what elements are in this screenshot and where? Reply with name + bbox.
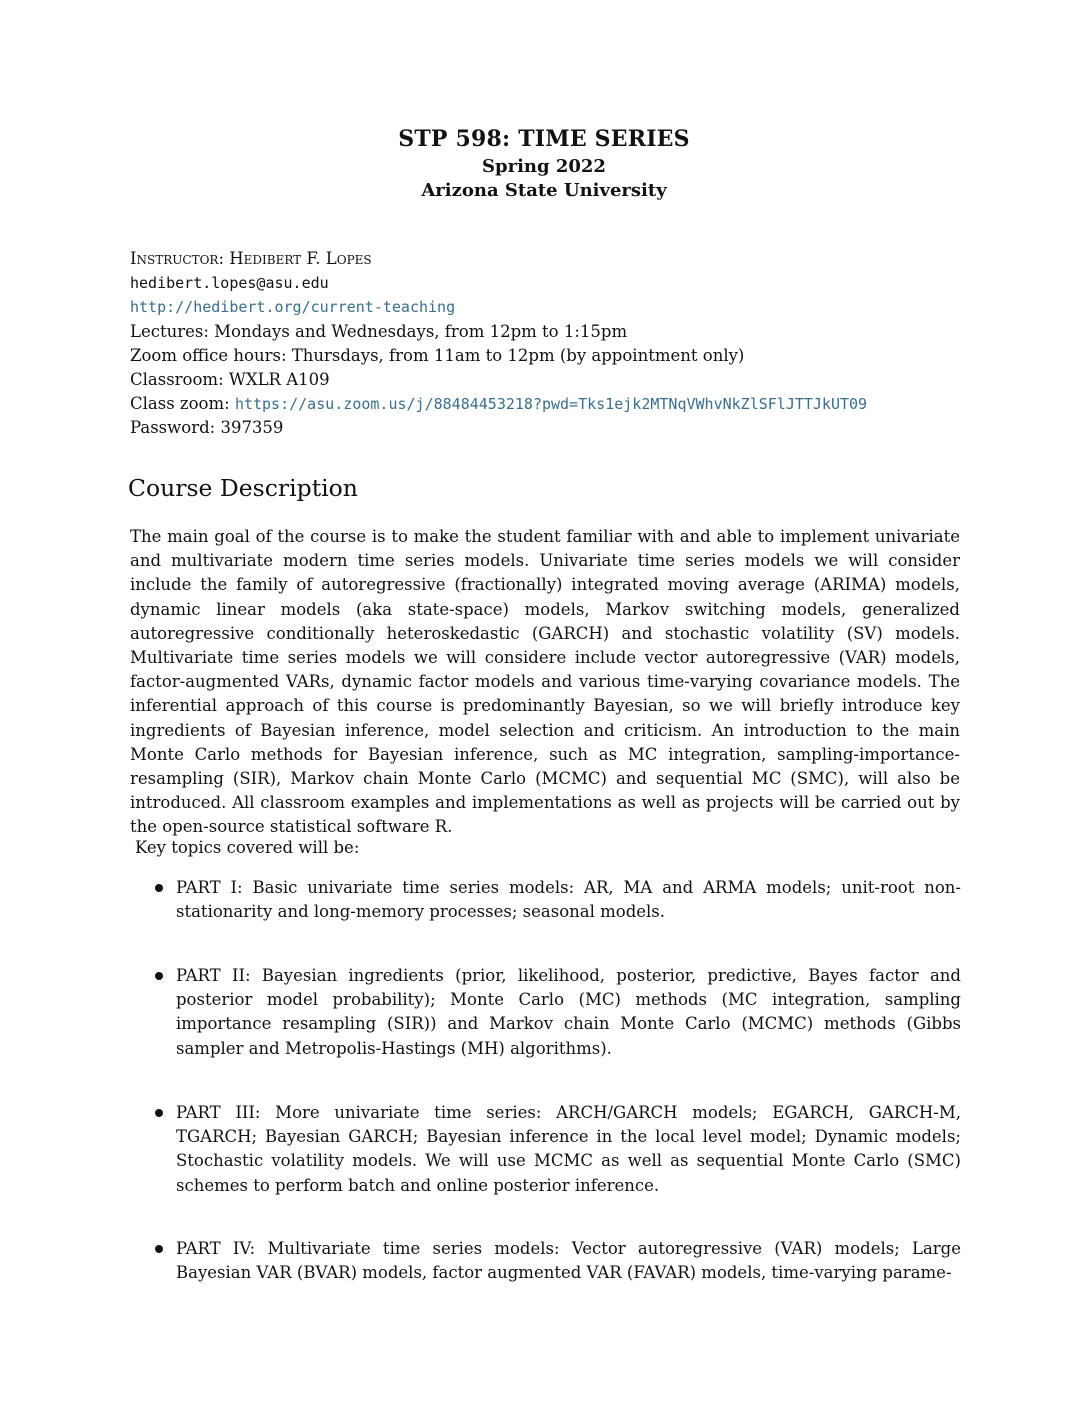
- topic-item: PART IV: Multivariate time series models: Vector autoregressive (VAR) models; Large Bayesian VAR (BVAR) models, factor augmented VAR (FAVAR) models, time-varying parame-: [176, 1239, 961, 1283]
- instructor-name: Hedibert F. Lopes: [229, 249, 372, 268]
- university: Arizona State University: [421, 180, 667, 201]
- key-topics-intro: Key topics covered will be:: [135, 838, 360, 857]
- instructor-label: Instructor:: [130, 249, 225, 268]
- bullet-icon: [155, 1109, 163, 1117]
- course-info-block: [130, 247, 970, 441]
- office-hours: Zoom office hours: Thursdays, from 11am to 12pm (by appointment only): [130, 345, 745, 365]
- zoom-line: [130, 392, 970, 416]
- course-website-link[interactable]: http://hedibert.org/current-teaching: [130, 298, 456, 317]
- bullet-icon: [155, 1245, 163, 1253]
- lectures-schedule: Lectures: Mondays and Wednesdays, from 12pm to 1:15pm: [130, 321, 628, 341]
- course-description: The main goal of the course is to make the student familiar with and able to implement univariate and multivariate modern time series models. Univariate time series models we will consider include the family of autoregressive (fractionally) integrated moving average (ARIMA) models, dynamic linear models (aka state-space) models, Markov switching models, generalized autoregressive conditionally heteroskedastic (GARCH) and stochastic volatility (SV) models. Multivariate time series models we will considere include vector autoregressive (VAR) models, factor-augmented VARs, dynamic factor models and various time-varying covariance models. The inferential approach of this course is predominantly Bayesian, so we will briefly introduce key ingredients of Bayesian inference, model selection and criticism. An introduction to the main Monte Carlo methods for Bayesian inference, such as MC integration, sampling-importance-resampling (SIR), Markov chain Monte Carlo (MCMC) and sequential MC (SMC), will also be introduced. All classroom examples and implementations as well as projects will be carried out by the open-source statistical software R.: [130, 527, 960, 837]
- classroom: Classroom: WXLR A109: [130, 370, 330, 390]
- instructor-email: hedibert.lopes@asu.edu: [130, 274, 329, 293]
- zoom-label: Class zoom:: [130, 394, 230, 414]
- topic-item: PART III: More univariate time series: ARCH/GARCH models; EGARCH, GARCH-M, TGARCH; Bayesian GARCH; Bayesian inference in the local level model; Dynamic models; Stochastic volatility models. We will use MCMC as well as sequential Monte Carlo (SMC) schemes to perform batch and online posterior inference.: [176, 1103, 961, 1195]
- instructor-line: [130, 247, 970, 271]
- topic-item: PART I: Basic univariate time series models: AR, MA and ARMA models; unit-root non-stationarity and long-memory processes; seasonal models.: [176, 878, 961, 922]
- topic-item: PART II: Bayesian ingredients (prior, likelihood, posterior, predictive, Bayes factor and posterior model probability); Monte Carlo (MC) methods (MC integration, sampling importance resampling (SIR)) and Markov chain Monte Carlo (MCMC) methods (Gibbs sampler and Metropolis-Hastings (MH) algorithms).: [176, 966, 961, 1058]
- section-heading: Course Description: [128, 474, 358, 502]
- bullet-icon: [155, 884, 163, 892]
- zoom-password: Password: 397359: [130, 418, 284, 438]
- semester: Spring 2022: [482, 156, 606, 177]
- bullet-icon: [155, 972, 163, 980]
- zoom-link[interactable]: https://asu.zoom.us/j/88484453218?pwd=Tks1ejk2MTNqVWhvNkZlSFlJTTJkUT09: [234, 395, 868, 414]
- course-title: STP 598: TIME SERIES: [398, 126, 690, 152]
